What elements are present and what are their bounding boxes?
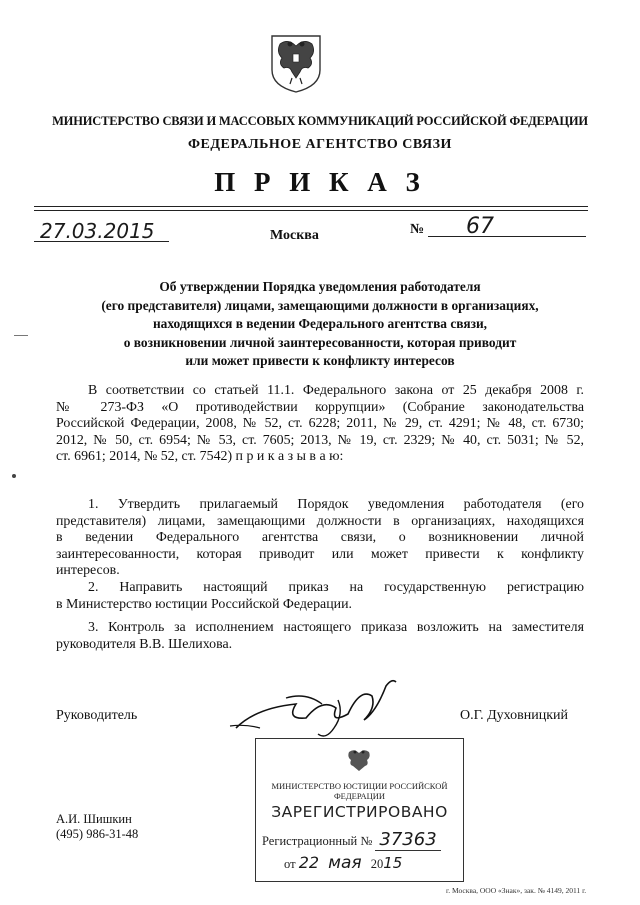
stamp-date-month: мая <box>328 853 362 873</box>
agency-title: ФЕДЕРАЛЬНОЕ АГЕНТСТВО СВЯЗИ <box>188 137 452 152</box>
order-item-2 <box>56 580 584 613</box>
preamble-line: № 273-ФЗ «О противодействии коррупции» (Собрание законодательства <box>56 399 584 415</box>
registration-stamp <box>255 738 464 882</box>
subject-line: Об утверждении Порядка уведомления работодателя <box>159 279 481 294</box>
scan-mark <box>12 474 16 478</box>
order-item-3 <box>56 620 584 653</box>
stamp-reg-number: 37363 <box>375 829 440 851</box>
stamp-reg-label: Регистрационный № <box>262 834 373 848</box>
preamble-line: ст. 6961; 2014, № 52, ст. 7542) п р и к а з ы в а ю: <box>56 449 344 464</box>
executor-block <box>56 812 138 842</box>
stamp-date-prefix: от <box>284 857 296 871</box>
number-underline <box>428 236 586 237</box>
executor-phone: (495) 986-31-48 <box>56 827 139 841</box>
coat-of-arms-emblem <box>268 32 324 94</box>
preamble-line: 2012, № 50, ст. 6954; № 53, ст. 7605; 2013, № 19, ст. 2329; № 40, ст. 5031; № 52, <box>56 432 584 448</box>
stamp-reg-row <box>262 829 441 850</box>
stamp-date-year-suffix: 15 <box>383 854 403 872</box>
subject-line: (его представителя) лицами, замещающими должности в организациях, <box>101 297 539 313</box>
preamble-paragraph <box>56 383 584 466</box>
item-line: 2. Направить настоящий приказ на государственную регистрацию <box>88 580 584 595</box>
item-line: 3. Контроль за исполнением настоящего приказа возложить на заместителя <box>88 620 584 635</box>
subject-line: или может привести к конфликту интересов <box>185 353 455 368</box>
signatory-position: Руководитель <box>56 708 138 723</box>
stamp-emblem-icon <box>344 745 374 775</box>
scan-mark <box>14 335 28 336</box>
subject-line: находящихся в ведении Федерального агентства связи, <box>152 316 488 331</box>
city-label: Москва <box>270 228 319 243</box>
executor-name: А.И. Шишкин <box>56 812 132 826</box>
item-line: в ведении Федерального агентства связи, о возникновении личной <box>56 530 584 545</box>
stamp-ministry: МИНИСТЕРСТВО ЮСТИЦИИ РОССИЙСКОЙ ФЕДЕРАЦИИ <box>271 781 448 801</box>
stamp-date-year-prefix: 20 <box>370 857 384 871</box>
stamp-date-row <box>284 853 402 873</box>
item-line: 1. Утвердить прилагаемый Порядок уведомления работодателя (его <box>88 497 584 512</box>
item-line: руководителя В.В. Шелихова. <box>56 636 233 652</box>
date-underline <box>34 241 169 242</box>
preamble-line: В соответствии со статьей 11.1. Федерального закона от 25 декабря 2008 г. <box>88 383 584 398</box>
order-subject <box>0 278 640 371</box>
order-number: 67 <box>466 214 494 239</box>
order-item-1 <box>56 497 584 580</box>
stamp-date-day: 22 <box>298 853 320 872</box>
ministry-title: МИНИСТЕРСТВО СВЯЗИ И МАССОВЫХ КОММУНИКАЦИЙ РОССИЙСКОЙ ФЕДЕРАЦИИ <box>52 114 588 128</box>
handwritten-signature <box>226 668 406 748</box>
header-rule <box>34 206 588 207</box>
item-line: представителя) лицами, замещающими должности в организациях, находящихся <box>56 513 584 529</box>
signatory-name: О.Г. Духовницкий <box>460 708 569 723</box>
document-type-title: П Р И К А З <box>214 167 426 197</box>
stamp-registered: ЗАРЕГИСТРИРОВАНО <box>271 803 448 821</box>
printer-imprint: г. Москва, ООО «Знак», зак. № 4149, 2011 г. <box>446 886 587 895</box>
header-rule-secondary <box>34 210 588 211</box>
item-line: интересов. <box>56 563 120 578</box>
preamble-line: Российской Федерации, 2008, № 52, ст. 6228; 2011, № 29, ст. 4291; № 48, ст. 6730; <box>56 416 584 431</box>
subject-line: о возникновении личной заинтересованности, которая приводит <box>123 334 517 350</box>
order-date: 27.03.2015 <box>40 219 155 243</box>
item-line: заинтересованности, которая приводит или может привести к конфликту <box>56 546 584 562</box>
item-line: в Министерство юстиции Российской Федерации. <box>56 596 352 612</box>
number-label: № <box>410 222 425 237</box>
